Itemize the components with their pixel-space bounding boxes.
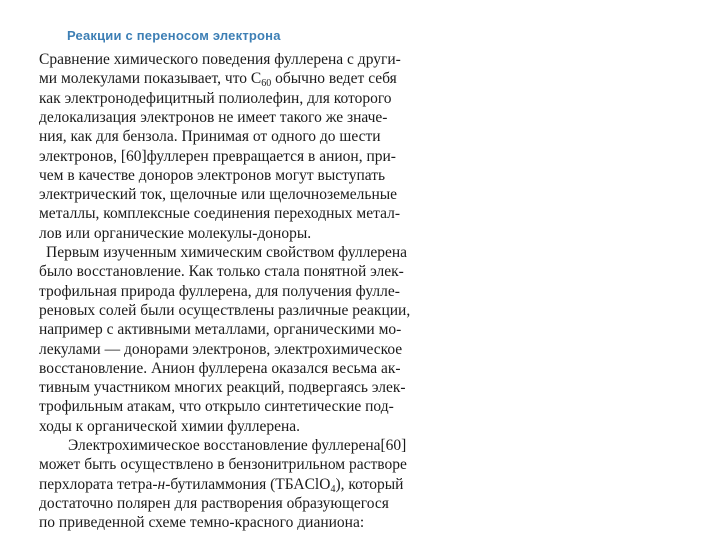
paragraph-2-line-1: Первым изученным химическим свойством фуллерена — [46, 244, 408, 261]
paragraph-3-line-4: достаточно полярен для растворения образующегося — [39, 494, 389, 512]
clo4-subscript: 4 — [330, 483, 336, 495]
paragraph-2-line-9: трофильным атакам, что открыло синтетические под- — [39, 398, 394, 416]
section-title: Реакции с переносом электрона — [67, 28, 281, 43]
paragraph-1-line-7: чем в качестве доноров электронов могут выступать — [39, 166, 386, 184]
paragraph-2-line-7: восстановление. Анион фуллерена оказался весьма ак- — [39, 359, 401, 377]
paragraph-1-line-4: делокализация электронов не имеет такого же значе- — [39, 108, 388, 126]
paragraph-3-line-3-mid: -бутиламмония (ТБАClO — [165, 475, 331, 493]
paragraph-2-line-2: было восстановление. Как только стала понятной элек- — [39, 263, 404, 281]
paragraph-1-line-5: ния, как для бензола. Принимая от одного до шести — [39, 128, 381, 146]
n-italic: н — [157, 475, 166, 493]
paragraph-1-line-8: электрический ток, щелочные или щелочноземельные — [39, 186, 398, 204]
paragraph-1-line-10: лов или органические молекулы-доноры. — [39, 224, 312, 242]
paragraph-3-line-3-end: ), который — [335, 475, 404, 493]
paragraph-1-line-2-text: ми молекулами показывает, что C — [39, 70, 262, 88]
paragraph-3-line-3 — [39, 475, 403, 494]
paragraph-1-line-6: электронов, [60]фуллерен превращается в анион, при- — [39, 147, 396, 165]
paragraph-3-line-2: может быть осуществлено в бензонитрильном растворе — [39, 456, 407, 474]
paragraph-3-line-1: Электрохимическое восстановление фуллерена[60] — [68, 437, 407, 454]
paragraph-1-line-2 — [39, 69, 397, 88]
paragraph-2-line-8: тивным участником многих реакций, подвергаясь элек- — [39, 379, 406, 397]
paragraph-2-line-6: лекулами — донорами электронов, электрохимическое — [39, 340, 403, 358]
paragraph-1-line-9: металлы, комплексные соединения переходных метал- — [39, 205, 400, 223]
paragraph-1-line-2-tail: обычно ведет себя — [271, 70, 397, 88]
paragraph-2-line-5: например с активными металлами, органическими мо- — [39, 321, 402, 339]
paragraph-3-line-3-text: перхлората тетра- — [39, 475, 158, 493]
paragraph-2-line-3: трофильная природа фуллерена, для получения фулле- — [39, 282, 400, 300]
paragraph-3-line-5: по приведенной схеме темно-красного дианиона: — [39, 514, 365, 532]
paragraph-1-line-3: как электронодефицитный полиолефин, для которого — [39, 89, 392, 107]
paragraph-1-line-1: Сравнение химического поведения фуллерена с други- — [39, 51, 401, 68]
c60-subscript: 60 — [261, 78, 272, 90]
paragraph-2-line-4: реновых солей были осуществлены различные реакции, — [39, 301, 411, 319]
paragraph-2-line-10: ходы к органической химии фуллерена. — [39, 417, 301, 435]
